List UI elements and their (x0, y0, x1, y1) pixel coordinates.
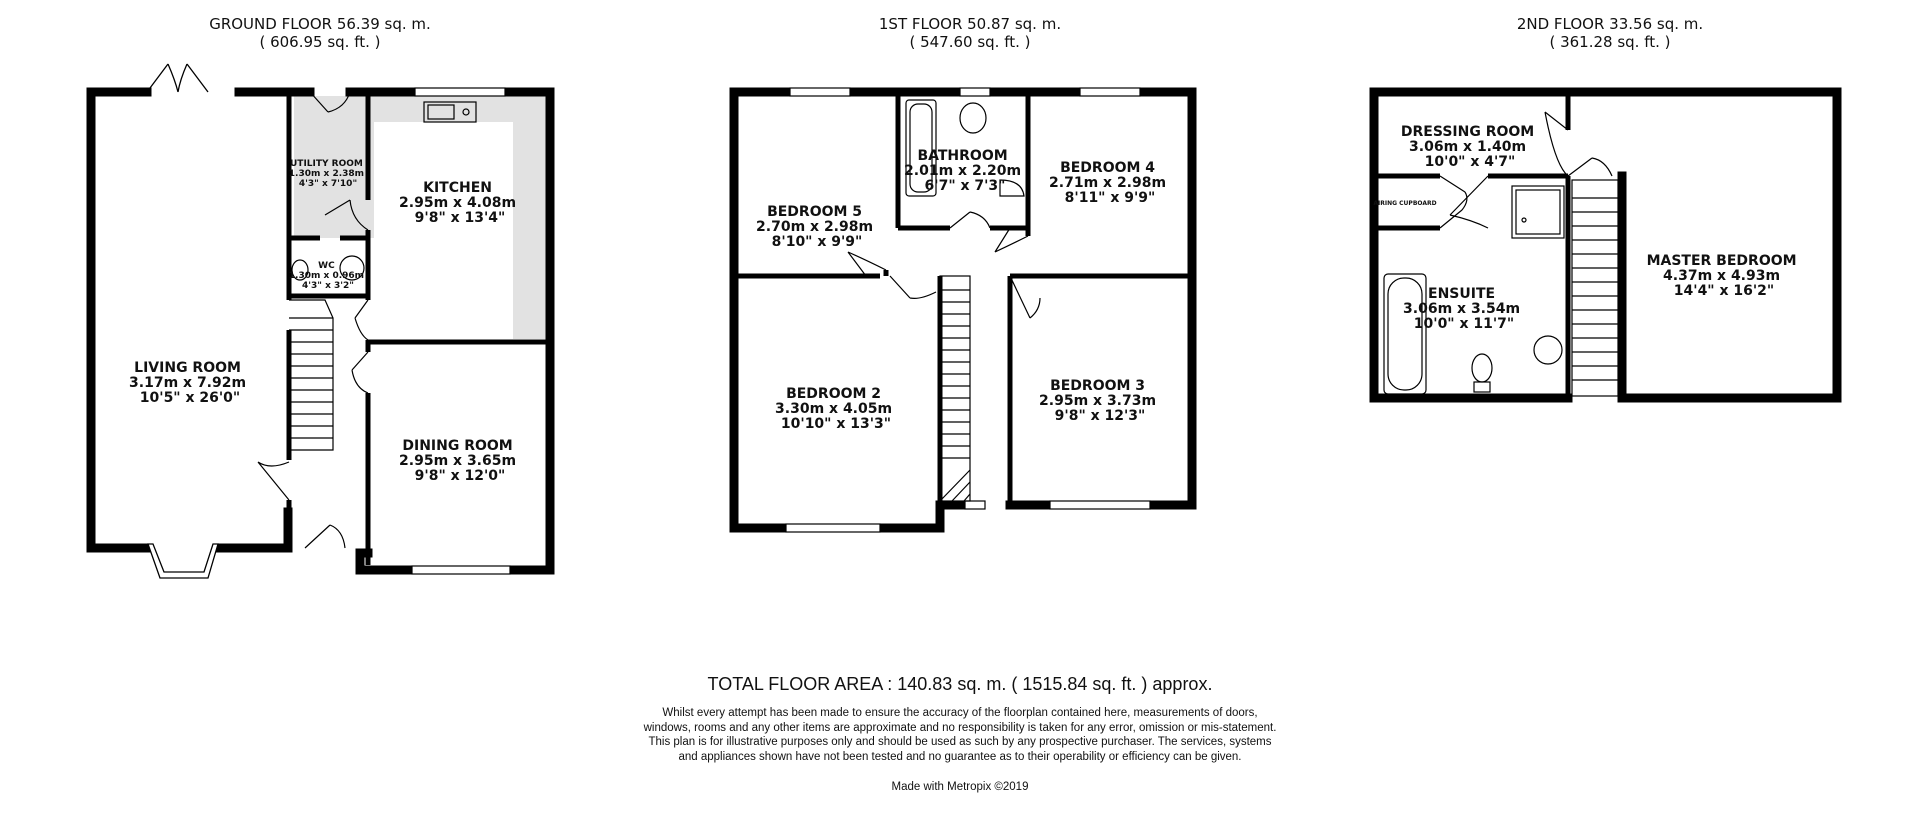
ground-floor-title: GROUND FLOOR 56.39 sq. m. (209, 15, 431, 33)
master-bedroom-label: MASTER BEDROOM 4.37m x 4.93m 14'4" x 16'2" (1646, 253, 1797, 299)
airing-cupboard-label: AIRING CUPBOARD (1373, 200, 1437, 207)
ground-floor-subtitle: ( 606.95 sq. ft. ) (259, 33, 381, 51)
dressing-room-label: DRESSING ROOM 3.06m x 1.40m 10'0" x 4'7" (1400, 124, 1535, 170)
bedroom-4-label: BEDROOM 4 2.71m x 2.98m 8'11" x 9'9" (1049, 160, 1167, 206)
bedroom-2-label: BEDROOM 2 3.30m x 4.05m 10'10" x 13'3" (775, 386, 893, 432)
second-floor-subtitle: ( 361.28 sq. ft. ) (1549, 33, 1671, 51)
living-room-label: LIVING ROOM 3.17m x 7.92m 10'5" x 26'0" (129, 360, 247, 406)
made-with-credit: Made with Metropix ©2019 (891, 781, 1029, 793)
total-floor-area: TOTAL FLOOR AREA : 140.83 sq. m. ( 1515.84 sq. ft. ) approx. (707, 674, 1213, 694)
second-floor-title: 2ND FLOOR 33.56 sq. m. (1516, 15, 1704, 33)
first-floor-subtitle: ( 547.60 sq. ft. ) (909, 33, 1031, 51)
utility-room-label: UTILITY ROOM 1.30m x 2.38m 4'3" x 7'10" (288, 159, 365, 189)
bedroom-3-label: BEDROOM 3 2.95m x 3.73m 9'8" x 12'3" (1039, 378, 1157, 424)
bathroom-label: BATHROOM 2.01m x 2.20m 6'7" x 7'3" (904, 148, 1022, 194)
disclaimer-text: Whilst every attempt has been made to ensure the accuracy of the floorplan contained here, measurements of doors, windows, rooms and any other items are approximate and no responsibility is taken for any error, omission or mis-statement. This plan is for illustrative purposes only and should be used as such by any prospective purchaser. The services, systems and appliances shown have not been tested and no guarantee as to their operability or efficiency can be given. (643, 707, 1277, 763)
first-floor-title: 1ST FLOOR 50.87 sq. m. (878, 15, 1062, 33)
bedroom-5-label: BEDROOM 5 2.70m x 2.98m 8'10" x 9'9" (756, 204, 874, 250)
ground-floor-plan (91, 64, 550, 578)
wc-label: WC 1.30m x 0.96m 4'3" x 3'2" (288, 261, 365, 291)
ensuite-label: ENSUITE 3.06m x 3.54m 10'0" x 11'7" (1403, 286, 1521, 332)
kitchen-label: KITCHEN 2.95m x 4.08m 9'8" x 13'4" (399, 180, 517, 226)
dining-room-label: DINING ROOM 2.95m x 3.65m 9'8" x 12'0" (399, 438, 517, 484)
